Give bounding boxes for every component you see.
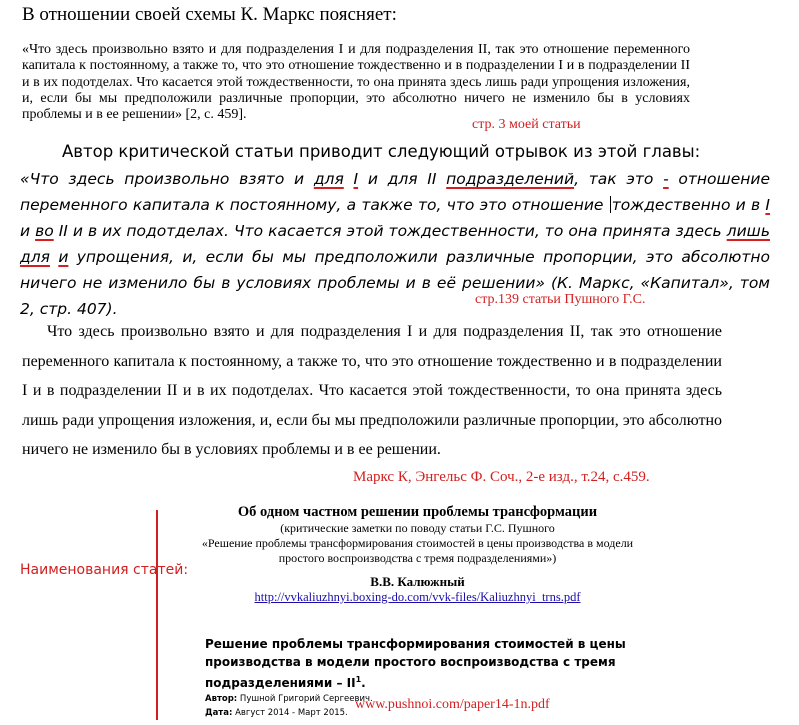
article2-title-text: Решение проблемы трансформирования стоимостей в цены производства в модели простого воспроизводства с тремя подразделениями – II bbox=[205, 637, 626, 690]
article2-url[interactable]: www.pushnoi.com/paper14-1n.pdf bbox=[355, 697, 550, 712]
article1-subtitle-line1: (критические заметки по поводу статьи Г.С. Пушного bbox=[280, 521, 555, 535]
q2-underline-I: I bbox=[353, 170, 359, 188]
divider-line bbox=[156, 510, 158, 720]
q2-text: упрощения, и, если бы мы предположили различные пропорции, это абсолютно ничего не изменило бы в условиях проблемы и в её решении» (К. Маркс, «Капитал», том 2, стр. 407). bbox=[20, 248, 770, 318]
annotation-marx-source: Маркс К, Энгельс Ф. Соч., 2-е изд., т.24, с.459. bbox=[353, 469, 650, 485]
q2-underline-dash: - bbox=[663, 170, 669, 188]
q2-underline-podrazdeleniy: подразделений bbox=[446, 170, 575, 188]
quote-marx-first: «Что здесь произвольно взято и для подразделения I и для подразделения II, так это отношение переменного капитала к постоянному, а также то, что это отношение тождественно и в подразделении I и в подразделении II и в их подотделах. Что касается этой тождественности, то она принята здесь лишь ради упрощения изложения, и, если бы мы предположили различные пропорции, это абсолютно ничего не изменило бы в условиях проблемы и в ее решении» [2, с. 459]. bbox=[22, 42, 690, 123]
quote-critic-version bbox=[20, 166, 770, 322]
article1-link[interactable]: http://vvkaliuzhnyi.boxing-do.com/vvk-files/Kaliuzhnyi_trns.pdf bbox=[254, 590, 581, 604]
annotation-pushnoi-page: стр.139 статьи Пушного Г.С. bbox=[475, 292, 646, 307]
article1-title: Об одном частном решении проблемы трансформации bbox=[237, 504, 598, 520]
quote-marx-original: Что здесь произвольно взято и для подразделения I и для подразделения II, так это отношение переменного капитала к постоянному, а также то, что это отношение тождественно и в подразделении I и в подразделении II и в их подотделах. Что касается этой тождественности, то она принята здесь лишь ради упрощения изложения, и, если бы мы предположили различные пропорции, это абсолютно ничего не изменило бы в условиях проблемы и в ее решении. bbox=[22, 323, 722, 459]
q2-text: отношение переменного капитала к постоянному, а также то, что это отношение bbox=[20, 170, 770, 214]
q2-underline-lish-dlya: лишь для bbox=[20, 222, 770, 266]
q2-text: тождественно и в bbox=[611, 196, 766, 214]
article1-author: В.В. Калюжный bbox=[370, 574, 465, 589]
annotation-my-article-page: стр. 3 моей статьи bbox=[472, 117, 581, 132]
q2-text: «Что здесь произвольно взято и bbox=[20, 170, 314, 188]
q2-underline-i: и bbox=[58, 248, 69, 266]
q2-text bbox=[344, 170, 354, 188]
article2-date-label: Дата: bbox=[205, 708, 233, 718]
q2-underline-vo: во bbox=[35, 222, 54, 240]
page-heading: В отношении своей схемы К. Маркс поясняет: bbox=[22, 4, 397, 25]
article2-footnote-mark: 1 bbox=[355, 675, 362, 684]
article1-subtitle-line2: «Решение проблемы трансформирования стоимостей в цены производства в модели простого воспроизводства с тремя подразделениями») bbox=[201, 536, 634, 565]
q2-text: , так это bbox=[574, 170, 664, 188]
q2-underline-I-second: I bbox=[765, 196, 770, 214]
article1-block bbox=[190, 503, 645, 604]
article2-author: Пушной Григорий Сергеевич. bbox=[239, 694, 373, 704]
q2-text: и bbox=[20, 222, 36, 240]
q2-text: и для II bbox=[358, 170, 447, 188]
articles-label: Наименования статей: bbox=[20, 562, 189, 578]
q2-underline-dlya: для bbox=[313, 170, 344, 188]
article2-date: Август 2014 - Март 2015. bbox=[235, 708, 348, 718]
text-cursor bbox=[610, 196, 611, 213]
q2-text: II и в их подотделах. Что касается этой тождественности, то она принята здесь bbox=[53, 222, 727, 240]
article2-author-label: Автор: bbox=[205, 694, 238, 704]
critic-intro: Автор критической статьи приводит следующий отрывок из этой главы: bbox=[62, 142, 701, 161]
article1-subtitle bbox=[190, 521, 645, 566]
article2-title: Решение проблемы трансформирования стоимостей в цены производства в модели простого воспроизводства с тремя подразделениями – $II^1$. bbox=[205, 637, 626, 690]
